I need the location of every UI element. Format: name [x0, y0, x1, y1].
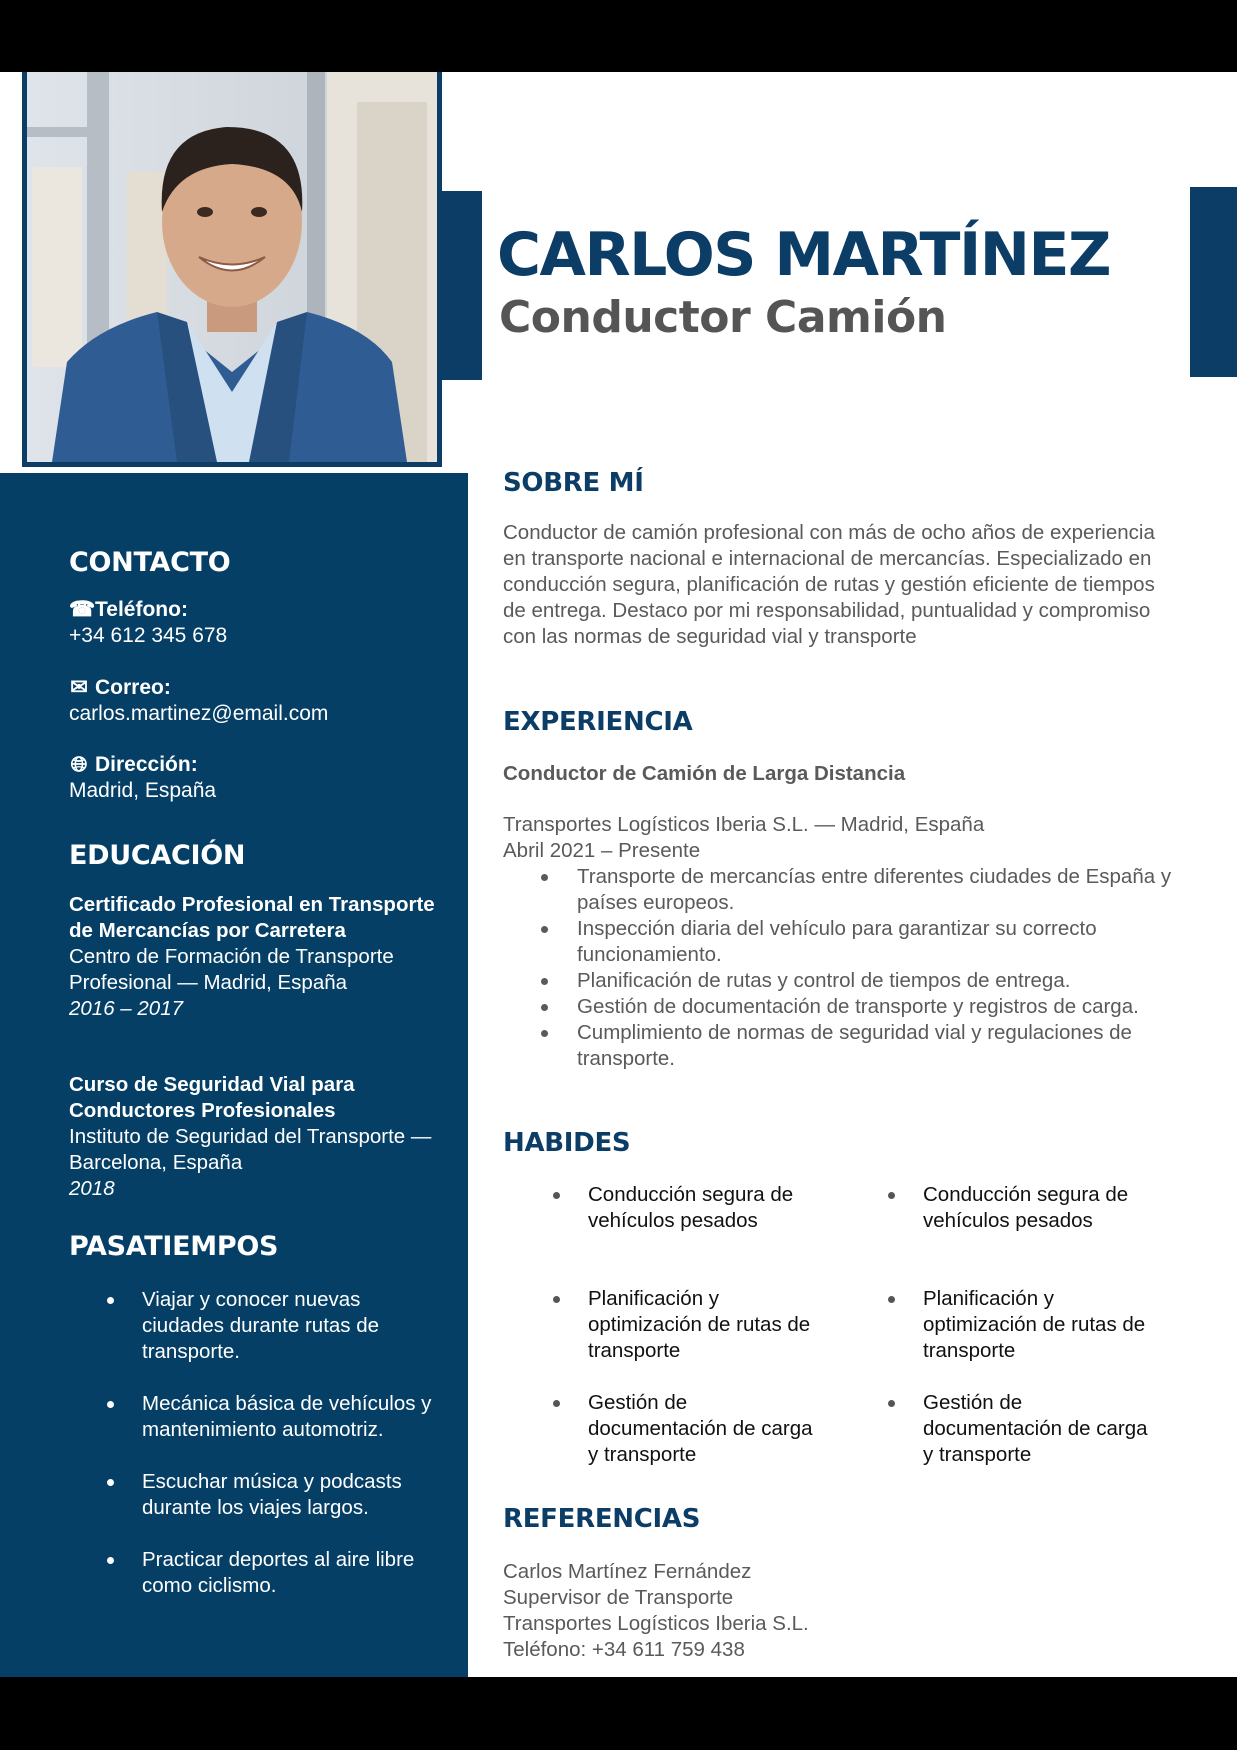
job-role: Conductor de Camión de Larga Distancia: [503, 762, 906, 785]
references-heading: REFERENCIAS: [503, 1504, 701, 1534]
skill-item: Gestión de documentación de carga y transporte: [838, 1390, 1153, 1468]
education-heading: EDUCACIÓN: [69, 840, 246, 871]
experience-bullet: Gestión de documentación de transporte y registros de carga.: [503, 994, 1183, 1020]
telephone-icon: ☎: [69, 598, 96, 621]
hobbies-heading: PASATIEMPOS: [69, 1231, 279, 1262]
hobby-item: Viajar y conocer nuevas ciudades durante rutas de transporte.: [69, 1287, 439, 1365]
accent-bar-right: [1190, 187, 1237, 377]
experience-bullet: Planificación de rutas y control de tiempos de entrega.: [503, 968, 1183, 994]
experience-bullet: Cumplimiento de normas de seguridad vial y regulaciones de transporte.: [503, 1020, 1183, 1072]
about-text: Conductor de camión profesional con más de ocho años de experiencia en transporte nacional e internacional de mercancías. Especializado en conducción segura, planificación de rutas y gestión eficiente de tiempos de entrega. Destaco por mi responsabilidad, puntualidad y compromiso con las normas de seguridad vial y transporte: [503, 521, 1155, 648]
job-company: Transportes Logísticos Iberia S.L. — Madrid, España: [503, 813, 985, 836]
reference-phone: Teléfono: +34 611 759 438: [503, 1638, 745, 1661]
reference-name: Carlos Martínez Fernández: [503, 1560, 752, 1583]
experience-bullet: Transporte de mercancías entre diferentes ciudades de España y países europeos.: [503, 864, 1183, 916]
contact-phone-label: Teléfono:: [95, 598, 188, 621]
contact-email: [69, 675, 439, 727]
contact-phone-value: +34 612 345 678: [69, 624, 228, 647]
job-period: Abril 2021 – Presente: [503, 839, 701, 862]
contact-email-value[interactable]: carlos.martinez@email.com: [69, 702, 329, 725]
hobby-item: Practicar deportes al aire libre como ciclismo.: [69, 1547, 439, 1599]
education-institution: Centro de Formación de Transporte Profesional — Madrid, España: [69, 945, 394, 994]
education-years: 2016 – 2017: [69, 997, 184, 1020]
experience-heading: EXPERIENCIA: [503, 707, 693, 737]
skill-item: Planificación y optimización de rutas de transporte: [838, 1286, 1153, 1364]
contact-heading: CONTACTO: [69, 547, 231, 578]
hobby-item: Escuchar música y podcasts durante los viajes largos.: [69, 1469, 439, 1521]
education-institution: Instituto de Seguridad del Transporte — Barcelona, España: [69, 1125, 432, 1174]
skills-heading: HABIDES: [503, 1128, 631, 1158]
education-item: [69, 1072, 439, 1202]
about-heading: SOBRE MÍ: [503, 468, 644, 498]
hobby-item: Mecánica básica de vehículos y mantenimiento automotriz.: [69, 1391, 439, 1443]
sidebar: [0, 473, 468, 1677]
contact-phone-label-row: [69, 597, 439, 623]
job-title: Conductor Camión: [499, 292, 947, 343]
contact-email-label: Correo:: [95, 676, 171, 699]
skill-item: Conducción segura de vehículos pesados: [503, 1182, 818, 1234]
hobbies-list: [69, 1287, 439, 1625]
education-item: [69, 892, 439, 1022]
reference-block: [503, 1559, 809, 1663]
contact-email-label-row: [69, 675, 439, 701]
skill-item: Gestión de documentación de carga y transporte: [503, 1390, 818, 1468]
education-title: Certificado Profesional en Transporte de Mercancías por Carretera: [69, 893, 435, 942]
experience-bullets: [503, 864, 1183, 1072]
envelope-icon: ✉: [70, 676, 88, 699]
skill-item: Planificación y optimización de rutas de transporte: [503, 1286, 818, 1364]
profile-photo-illustration: [27, 72, 437, 462]
resume-page: [0, 72, 1237, 1677]
candidate-name: CARLOS MARTÍNEZ: [497, 220, 1110, 290]
contact-address: [69, 752, 439, 804]
accent-bar-left: [440, 191, 482, 380]
education-years: 2018: [69, 1177, 115, 1200]
skill-item: Conducción segura de vehículos pesados: [838, 1182, 1153, 1234]
contact-phone: [69, 597, 439, 649]
contact-address-label-row: [69, 752, 439, 778]
reference-position: Supervisor de Transporte: [503, 1586, 734, 1609]
globe-icon: 🌐︎: [70, 753, 88, 776]
profile-photo: [22, 72, 442, 467]
education-title: Curso de Seguridad Vial para Conductores Profesionales: [69, 1073, 355, 1122]
experience-bullet: Inspección diaria del vehículo para garantizar su correcto funcionamiento.: [503, 916, 1183, 968]
contact-address-value: Madrid, España: [69, 779, 217, 802]
reference-company: Transportes Logísticos Iberia S.L.: [503, 1612, 809, 1635]
contact-address-label: Dirección:: [95, 753, 198, 776]
